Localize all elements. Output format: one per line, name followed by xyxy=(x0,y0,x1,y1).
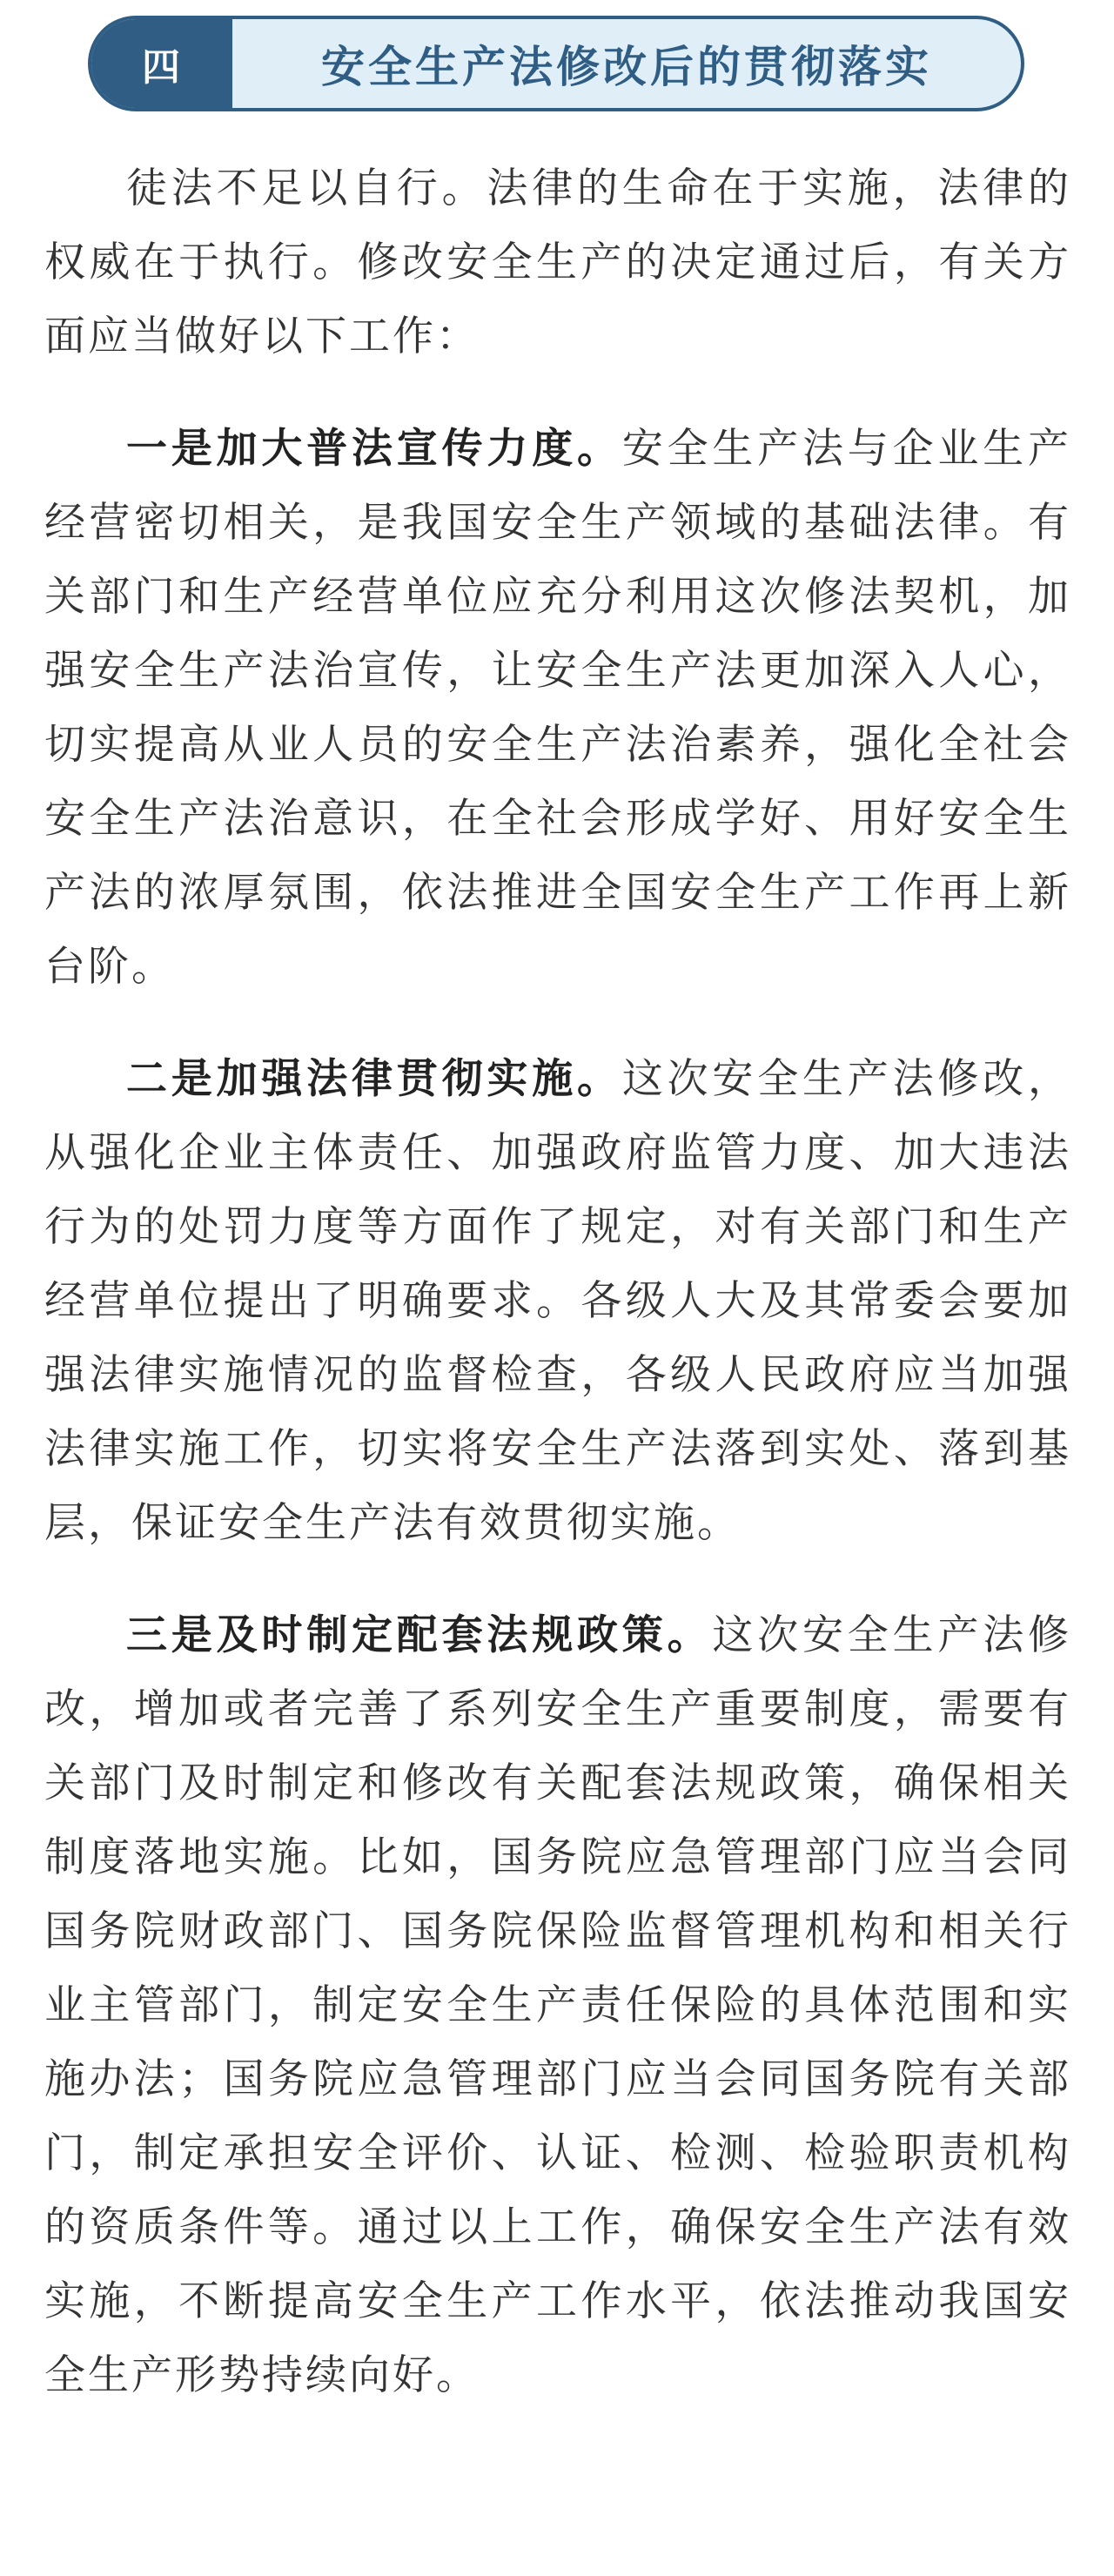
article-body xyxy=(44,151,1071,2451)
paragraph-item-1 xyxy=(44,412,1071,1004)
paragraph-text: 徒法不足以自行。法律的生命在于实施，法律的权威在于执行。修改安全生产的决定通过后，有关方面应当做好以下工作： xyxy=(44,165,1071,360)
paragraph-text: 安全生产法与企业生产经营密切相关，是我国安全生产领域的基础法律。有关部门和生产经营单位应充分利用这次修法契机，加强安全生产法治宣传，让安全生产法更加深入人心，切实提高从业人员的安全生产法治素养，强化全社会安全生产法治意识，在全社会形成学好、用好安全生产法的浓厚氛围，依法推进全国安全生产工作再上新台阶。 xyxy=(44,425,1072,991)
paragraph-lead: 一是加大普法宣传力度。 xyxy=(126,425,622,473)
section-number-badge: 四 xyxy=(91,19,232,108)
paragraph-item-3 xyxy=(44,1598,1071,2412)
paragraph-intro xyxy=(44,151,1071,373)
section-title: 安全生产法修改后的贯彻落实 xyxy=(321,42,932,92)
section-header-banner xyxy=(88,16,1024,111)
paragraph-lead: 三是及时制定配套法规政策。 xyxy=(126,1611,713,1659)
paragraph-item-2 xyxy=(44,1042,1071,1560)
paragraph-lead: 二是加强法律贯彻实施。 xyxy=(126,1055,622,1103)
paragraph-text: 这次安全生产法修改，增加或者完善了系列安全生产重要制度，需要有关部门及时制定和修改有关配套法规政策，确保相关制度落地实施。比如，国务院应急管理部门应当会同国务院财政部门、国务院保险监督管理机构和相关行业主管部门，制定安全生产责任保险的具体范围和实施办法；国务院应急管理部门应当会同国务院有关部门，制定承担安全评价、认证、检测、检验职责机构的资质条件等。通过以上工作，确保安全生产法有效实施，不断提高安全生产工作水平，依法推动我国安全生产形势持续向好。 xyxy=(44,1611,1072,2399)
paragraph-text: 这次安全生产法修改，从强化企业主体责任、加强政府监管力度、加大违法行为的处罚力度等方面作了规定，对有关部门和生产经营单位提出了明确要求。各级人大及其常委会要加强法律实施情况的监督检查，各级人民政府应当加强法律实施工作，切实将安全生产法落到实处、落到基层，保证安全生产法有效贯彻实施。 xyxy=(44,1055,1072,1547)
